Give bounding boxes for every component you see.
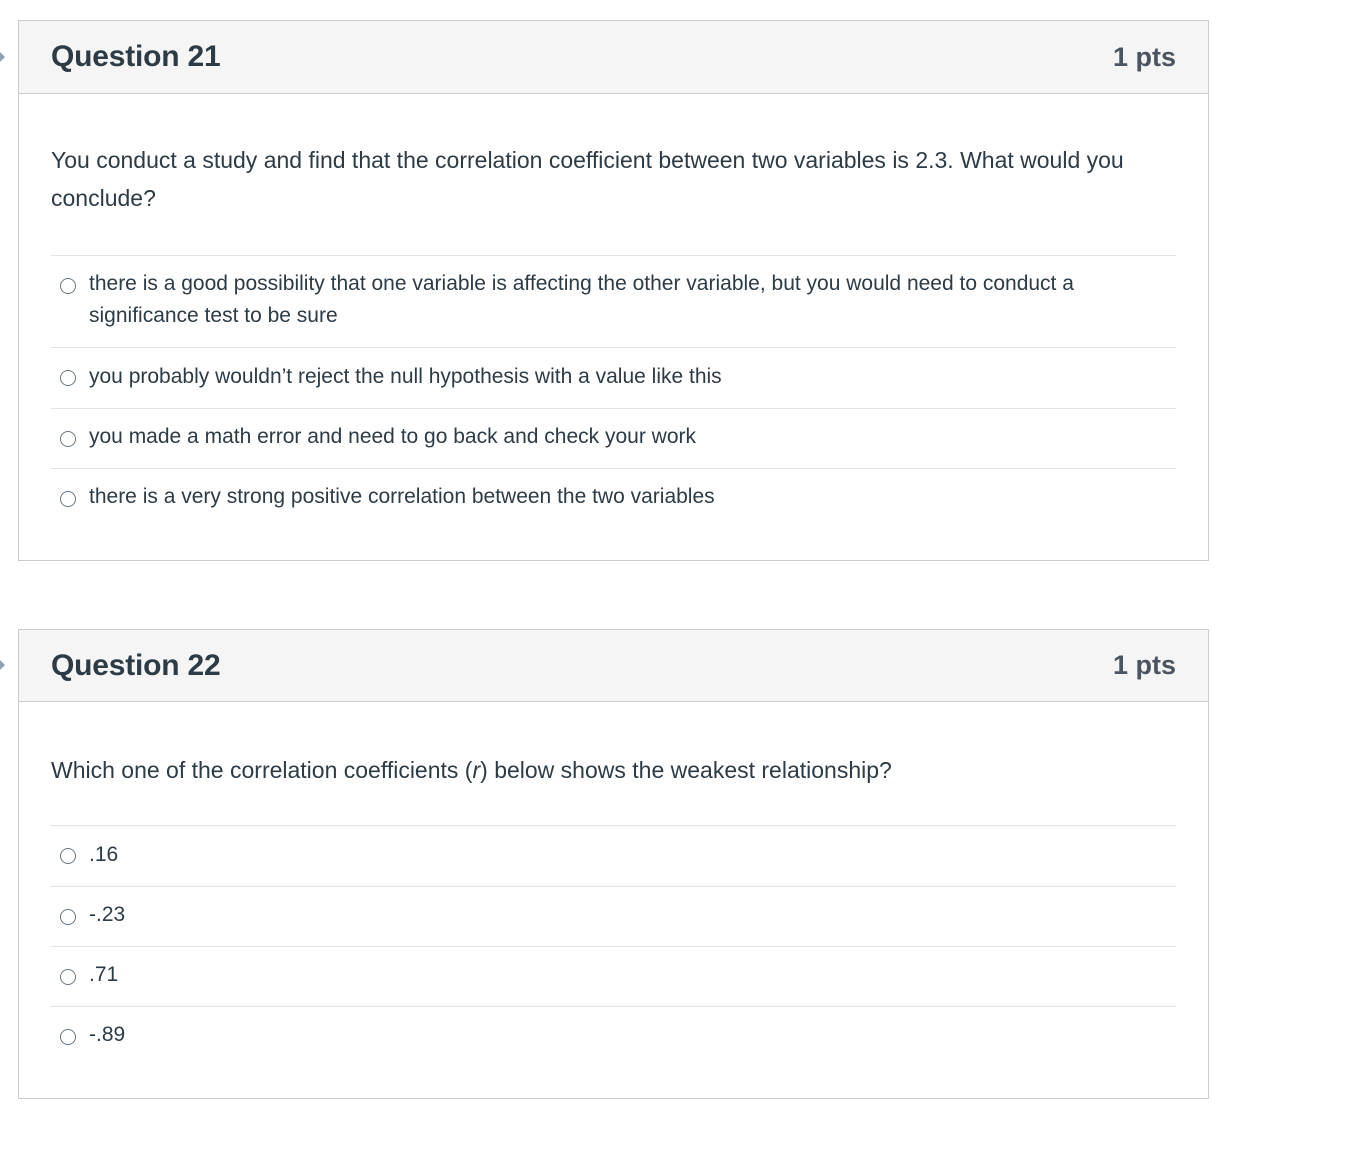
answer-list — [51, 255, 1176, 529]
radio-button[interactable] — [60, 370, 76, 386]
answer-list — [51, 825, 1176, 1067]
answer-option[interactable] — [51, 947, 1176, 1007]
answer-option[interactable] — [51, 887, 1176, 947]
answer-label: there is a good possibility that one variable is affecting the other variable, but you would need to conduct a significance test to be sure — [89, 272, 1074, 327]
question-points: 1 pts — [1112, 650, 1176, 680]
radio-button[interactable] — [60, 1029, 76, 1045]
answer-label: there is a very strong positive correlation between the two variables — [89, 485, 715, 508]
radio-button[interactable] — [60, 491, 76, 507]
radio-button[interactable] — [60, 969, 76, 985]
question-points: 1 pts — [1112, 41, 1176, 72]
question-title: Question 22 — [51, 648, 221, 682]
question-header — [19, 630, 1208, 702]
flag-question-21-icon[interactable] — [0, 52, 5, 62]
question-body — [19, 702, 1208, 1067]
question-text-part: ) below shows the weakest relationship? — [480, 757, 892, 783]
radio-button[interactable] — [60, 431, 76, 447]
question-text — [51, 702, 1176, 825]
question-21 — [18, 20, 1209, 561]
radio-button[interactable] — [60, 848, 76, 864]
answer-option[interactable] — [51, 1007, 1176, 1067]
flag-question-22-icon[interactable] — [0, 660, 5, 670]
answer-label: -.89 — [89, 1023, 126, 1046]
answer-label: you made a math error and need to go back and check your work — [89, 425, 697, 448]
question-text-part: Which one of the correlation coefficients ( — [51, 757, 473, 783]
question-22 — [18, 629, 1209, 1099]
radio-button[interactable] — [60, 909, 76, 925]
question-body — [19, 94, 1208, 529]
question-header — [19, 21, 1208, 94]
answer-option[interactable] — [51, 409, 1176, 469]
question-title: Question 21 — [51, 40, 221, 73]
answer-label: .16 — [89, 843, 119, 866]
answer-label: .71 — [89, 963, 119, 986]
answer-label: you probably wouldn’t reject the null hypothesis with a value like this — [89, 365, 722, 388]
question-text-variable: r — [472, 757, 481, 783]
answer-label: -.23 — [89, 903, 126, 926]
question-text: You conduct a study and find that the correlation coefficient between two variables is 2.3. What would you conclude? — [51, 147, 1124, 211]
answer-option[interactable] — [51, 826, 1176, 887]
radio-button[interactable] — [60, 278, 76, 294]
answer-option[interactable] — [51, 348, 1176, 409]
answer-option[interactable] — [51, 256, 1176, 348]
answer-option[interactable] — [51, 469, 1176, 529]
